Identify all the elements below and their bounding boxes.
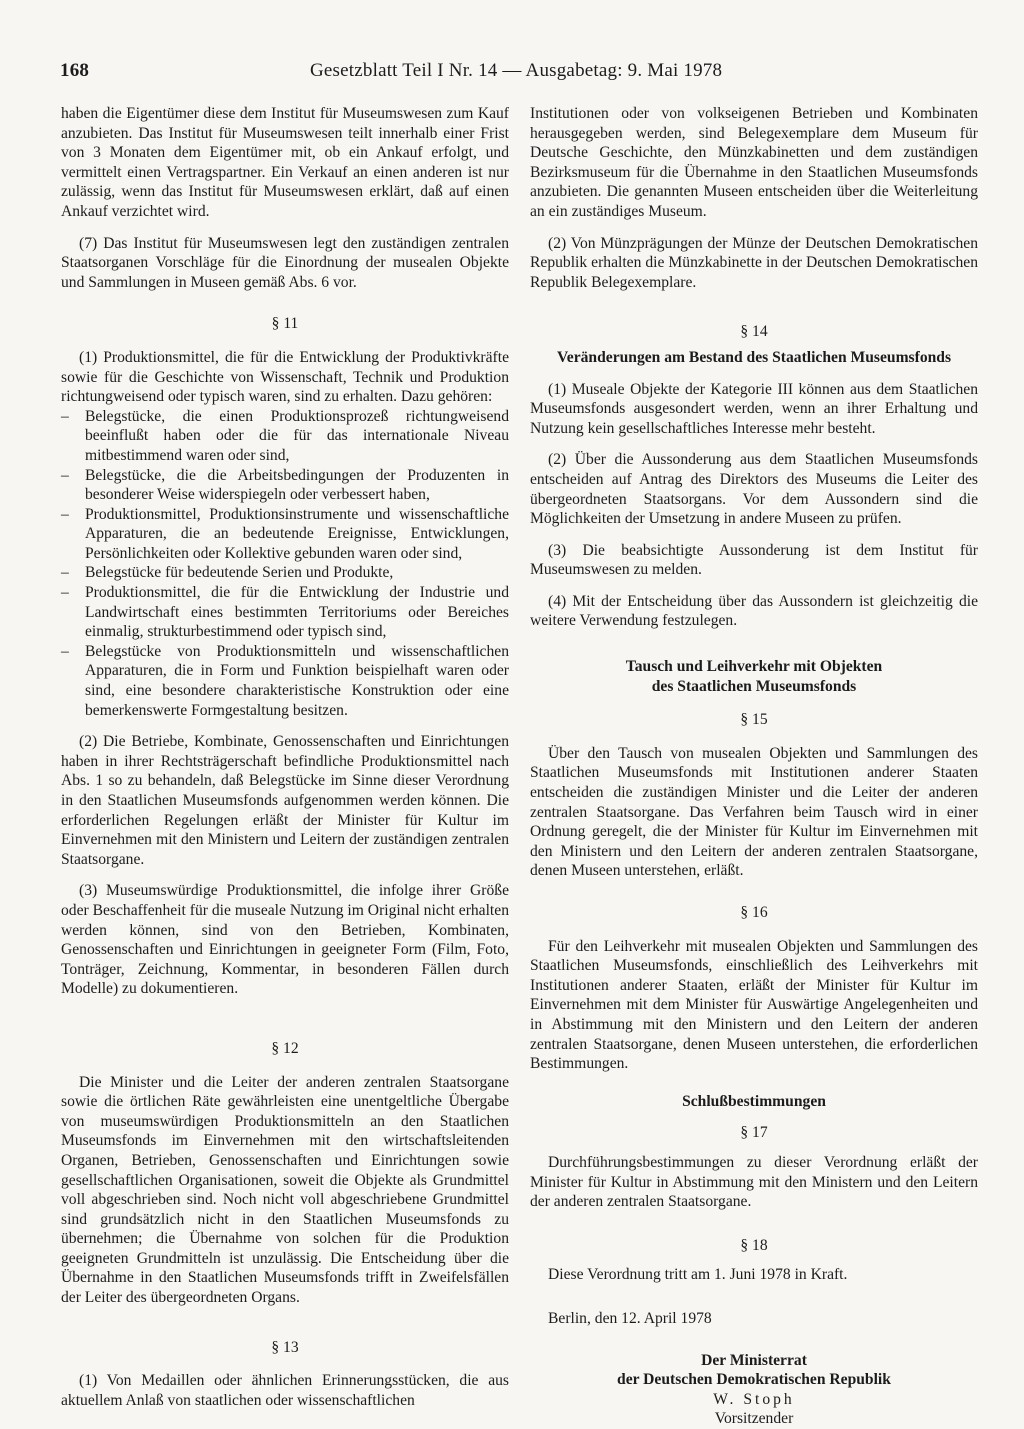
section-12-heading: § 12 xyxy=(271,1039,299,1057)
list-item: – Produktionsmittel, Produktionsinstrumente und wissenschaftliche Apparaturen, die an bedeutende Ereignisse, Entwicklungen, Persönlichkeiten oder Kollektive gebunden waren oder sind, xyxy=(61,505,509,564)
list-item: – Belegstücke, die einen Produktionsprozeß richtungweisend beeinflußt haben oder die für das internationale Niveau mitbestimmend waren oder sind, xyxy=(61,407,509,466)
signature-line-1: Der Ministerrat xyxy=(701,1351,807,1369)
section-18-para-1: Diese Verordnung tritt am 1. Juni 1978 in Kraft. xyxy=(548,1266,848,1284)
section-16-heading: § 16 xyxy=(740,904,768,921)
section-17-heading: § 17 xyxy=(740,1124,768,1142)
section-17-para-1: Durchführungsbestimmungen zu dieser Verordnung erläßt der Minister für Kultur in Abstimmung mit den Ministern und den Leitern der anderen zentralen Staatsorgane. xyxy=(530,1153,978,1211)
right-column xyxy=(530,104,978,1429)
header-title: Gesetzblatt Teil I Nr. 14 — Ausgabetag: 9. Mai 1978 xyxy=(310,60,723,81)
section-11-para-3: (3) Museumswürdige Produktionsmittel, die infolge ihrer Größe oder Beschaffenheit für die museale Nutzung im Original nicht erhalten werden können, sind von den Betrieben, Kombinaten, Genossenschaften und Einrichtungen in geeigneter Form (Film, Foto, Tonträger, Zeichnung, Kommentar, in besonderen Fällen durch Modelle) zu dokumentieren. xyxy=(61,882,509,998)
place-date: Berlin, den 12. April 1978 xyxy=(548,1309,712,1327)
page-number: 168 xyxy=(60,60,90,81)
list-item: – Belegstücke für bedeutende Serien und Produkte, xyxy=(61,563,509,583)
paragraph-continuation: Institutionen oder von volkseigenen Betrieben und Kombinaten herausgegeben werden, sind Belegexemplare dem Museum für Deutsche Geschichte, den Münzkabinetten und dem zuständigen Bezirksmuseum für die Übernahme in den Staatlichen Museumsfonds anzubieten. Die genannten Museen entscheiden über die Weiterleitung an ein zuständiges Museum. xyxy=(530,105,978,220)
section-14-heading: § 14 xyxy=(740,323,768,341)
section-15-para-1: Über den Tausch von musealen Objekten und Sammlungen des Staatlichen Museumsfonds mit Institutionen anderer Staaten entscheiden die zuständigen Minister und die Leiter der anderen zentralen Staatsorgane. Das Verfahren beim Tausch wird in einer Ordnung geregelt, die der Minister für Kultur im Einvernehmen mit den Ministern und den Leitern der anderen zentralen Staatsorgane, denen Museen unterstehen, erläßt. xyxy=(530,744,978,880)
section-11-heading: § 11 xyxy=(271,315,299,333)
section-12-para-1: Die Minister und die Leiter der anderen zentralen Staatsorgane sowie die örtlichen Räte gewährleisten eine unentgeltliche Übergabe von museumswürdigen Produktionsmitteln an den Staatlichen Museumsfonds im Einvernehmen mit den wirtschaftsleitenden Organen, Betrieben, Genossenschaften und Einrichtungen sowie gesellschaftlichen Organisationen, soweit die Objekte als Grundmittel voll abgeschrieben sind. Noch nicht voll abgeschriebene Grundmittel sind grundsätzlich nicht in den Staatlichen Museumsfonds zu übernehmen; die Übernahme von solchen für die Produktion geeigneten Grundmitteln ist unzulässig. Die Entscheidung über die Übernahme in den Staatlichen Museumsfonds trifft in Zweifelsfällen der Leiter des übergeordneten Organs. xyxy=(61,1073,509,1307)
section-14-para-2: (2) Über die Aussonderung aus dem Staatlichen Museumsfonds entscheiden auf Antrag des Direktors des Museums die Leiter des übergeordneten Staatsorgans. Vor dem Aussondern sind die Möglichkeiten der Umsetzung in andere Museen zu prüfen. xyxy=(530,451,978,528)
paragraph-continuation: haben die Eigentümer diese dem Institut für Museumswesen zum Kauf anzubieten. Das Institut für Museumswesen teilt innerhalb einer Frist von 3 Monaten dem Eigentümer mit, ob ein Ankauf erfolgt, und vermittelt einen Vertragspartner. Ein Verkauf an einen anderen ist nur zulässig, wenn das Institut für Museumswesen erklärt, daß auf einen Ankauf verzichtet wird. xyxy=(61,105,509,220)
signature-line-2: der Deutschen Demokratischen Republik xyxy=(617,1371,891,1389)
section-16-para-1: Für den Leihverkehr mit musealen Objekten und Sammlungen des Staatlichen Museumsfonds, einschließlich des Leihverkehrs mit Institutionen anderer Staaten, erläßt der Minister für Kultur im Einvernehmen mit dem Minister für Auswärtige Angelegenheiten und in Abstimmung mit den Ministern und den Leitern der anderen zentralen Staatsorgane, denen Museen unterstehen, die erforderlichen Bestimmungen. xyxy=(530,937,978,1073)
left-column xyxy=(61,104,509,1410)
section-15-heading: § 15 xyxy=(740,711,768,729)
section-13-heading: § 13 xyxy=(271,1338,299,1356)
list-item: – Produktionsmittel, die für die Entwicklung der Industrie und Landwirtschaft eines bestimmten Territoriums oder Bereiches einmalig, strukturbestimmend oder typisch sind, xyxy=(61,583,509,642)
section-18-heading: § 18 xyxy=(740,1236,768,1254)
paragraph-7: (7) Das Institut für Museumswesen legt den zuständigen zentralen Staatsorganen Vorschläge für die Einordnung der musealen Objekte und Sammlungen in Museen gemäß Abs. 6 vor. xyxy=(61,234,509,291)
list-item: – Belegstücke von Produktionsmitteln und wissenschaftlichen Apparaturen, die in Form und Funktion beispielhaft waren oder sind, eine besondere charakteristische Konstruktion oder eine bemerkenswerte Formgestaltung besitzen. xyxy=(61,642,509,720)
final-provisions-title: Schlußbestimmungen xyxy=(682,1092,826,1110)
signature-name: W. Stoph xyxy=(713,1390,795,1408)
section-14-para-1: (1) Museale Objekte der Kategorie III können aus dem Staatlichen Museumsfonds ausgesondert werden, wenn an ihrer Erhaltung und Nutzung kein gesellschaftliches Interesse mehr besteht. xyxy=(530,380,978,437)
section-11-para-2: (2) Die Betriebe, Kombinate, Genossenschaften und Einrichtungen haben in ihrer Rechtsträgerschaft befindliche Produktionsmittel nach Abs. 1 so zu behandeln, daß Belegstücke im Sinne dieser Verordnung in den Staatlichen Museumsfonds aufgenommen werden können. Die erforderlichen Regelungen erläßt der Minister für Kultur im Einvernehmen mit den Ministern und Leitern der zuständigen zentralen Staatsorgane. xyxy=(61,733,509,868)
section-15-title-line-2: des Staatlichen Museumsfonds xyxy=(651,677,857,695)
section-14-title: Veränderungen am Bestand des Staatlichen Museumsfonds xyxy=(556,348,952,366)
section-13-para-2: (2) Von Münzprägungen der Münze der Deutschen Demokratischen Republik erhalten die Münzkabinette in der Deutschen Demokratischen Republik Belegexemplare. xyxy=(530,234,978,291)
section-11-list xyxy=(61,407,509,721)
section-15-title-line-1: Tausch und Leihverkehr mit Objekten xyxy=(625,658,883,676)
section-13-para-1: (1) Von Medaillen oder ähnlichen Erinnerungsstücken, die aus aktuellem Anlaß von staatlichen oder wissenschaftlichen xyxy=(61,1372,509,1409)
page-header xyxy=(60,60,976,88)
signature-role: Vorsitzender xyxy=(714,1410,794,1428)
list-item: – Belegstücke, die die Arbeitsbedingungen der Produzenten in besonderer Weise widerspiegeln oder verbessert haben, xyxy=(61,466,509,505)
section-14-para-3: (3) Die beabsichtigte Aussonderung ist dem Institut für Museumswesen zu melden. xyxy=(530,541,978,579)
section-14-para-4: (4) Mit der Entscheidung über das Aussondern ist gleichzeitig die weitere Verwendung festzulegen. xyxy=(530,592,978,630)
section-11-para-1: (1) Produktionsmittel, die für die Entwicklung der Produktivkräfte sowie für die Geschichte von Wissenschaft, Technik und Produktion richtungweisend oder typisch waren, sind zu erhalten. Dazu gehören: xyxy=(61,348,509,406)
